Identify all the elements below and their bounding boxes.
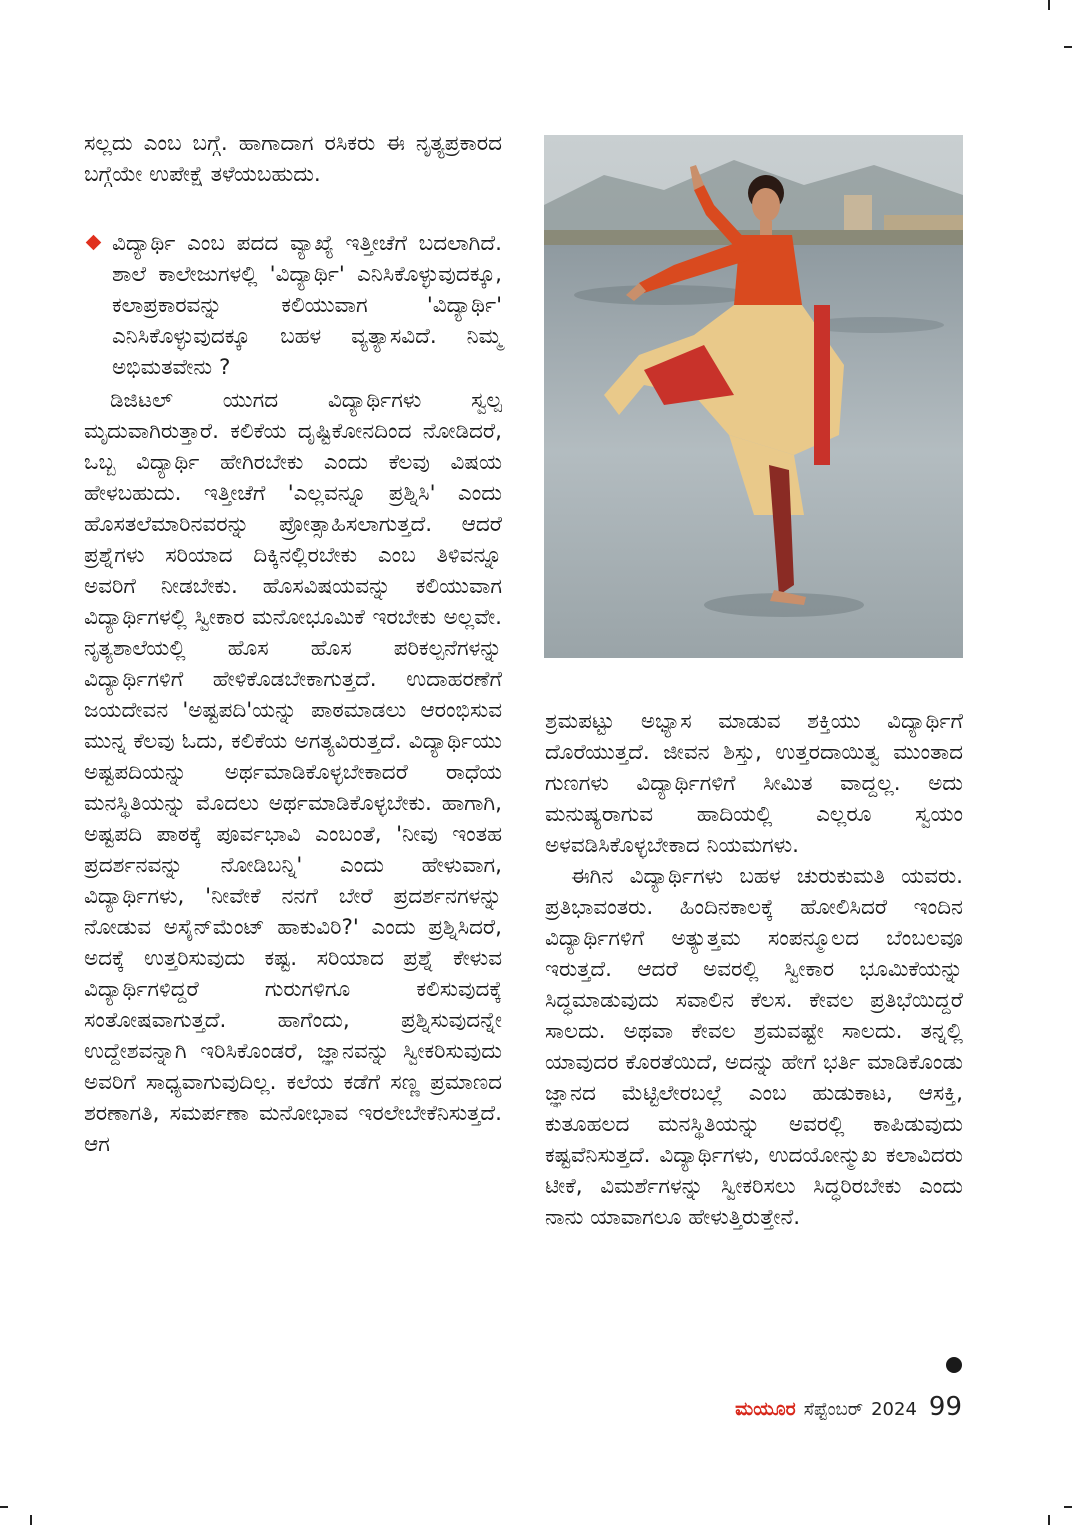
crop-mark — [0, 1506, 8, 1508]
article-column-right — [545, 706, 963, 1233]
paragraph: ಶ್ರಮಪಟ್ಟು ಅಭ್ಯಾಸ ಮಾಡುವ ಶಕ್ತಿಯು ವಿದ್ಯಾರ್ಥಿಗೆ ದೊರೆಯುತ್ತದೆ. ಜೀವನ ಶಿಸ್ತು, ಉತ್ತರದಾಯಿತ್ವ ಮುಂತಾದ ಗುಣಗಳು ವಿದ್ಯಾರ್ಥಿಗಳಿಗೆ ಸೀಮಿತ ವಾದ್ದಲ್ಲ. ಅದು ಮನುಷ್ಯರಾಗುವ ಹಾದಿಯಲ್ಲಿ ಎಲ್ಲರೂ ಸ್ವಯಂ ಅಳವಡಿಸಿಕೊಳ್ಳಬೇಕಾದ ನಿಯಮಗಳು. — [545, 709, 963, 858]
page-number: 99 — [928, 1392, 962, 1422]
paragraph: ಸಲ್ಲದು ಎಂಬ ಬಗ್ಗೆ. ಹಾಗಾದಾಗ ರಸಿಕರು ಈ ನೃತ್ಯಪ್ರಕಾರದ ಬಗ್ಗೆಯೇ ಉಪೇಕ್ಷೆ ತಳೆಯಬಹುದು. — [84, 131, 502, 187]
crop-mark — [1064, 46, 1072, 48]
answer-paragraph: ಡಿಜಿಟಲ್ ಯುಗದ ವಿದ್ಯಾರ್ಥಿಗಳು ಸ್ವಲ್ಪ ಮೃದುವಾಗಿರುತ್ತಾರೆ. ಕಲಿಕೆಯ ದೃಷ್ಟಿಕೋನದಿಂದ ನೋಡಿದರೆ, ಒಬ್ಬ ವಿದ್ಯಾರ್ಥಿ ಹೇಗಿರಬೇಕು ಎಂದು ಕೆಲವು ವಿಷಯ ಹೇಳಬಹುದು. ಇತ್ತೀಚೆಗೆ 'ಎಲ್ಲವನ್ನೂ ಪ್ರಶ್ನಿಸಿ' ಎಂದು ಹೊಸತಲೆಮಾರಿನವರನ್ನು ಪ್ರೋತ್ಸಾಹಿಸಲಾಗುತ್ತದೆ. ಆದರೆ ಪ್ರಶ್ನೆಗಳು ಸರಿಯಾದ ದಿಕ್ಕಿನಲ್ಲಿರಬೇಕು ಎಂಬ ತಿಳಿವನ್ನೂ ಅವರಿಗೆ ನೀಡಬೇಕು. ಹೊಸವಿಷಯವನ್ನು ಕಲಿಯುವಾಗ ವಿದ್ಯಾರ್ಥಿಗಳಲ್ಲಿ ಸ್ವೀಕಾರ ಮನೋಭೂಮಿಕೆ ಇರಬೇಕು ಅಲ್ಲವೇ. ನೃತ್ಯಶಾಲೆಯಲ್ಲಿ ಹೊಸ ಹೊಸ ಪರಿಕಲ್ಪನೆಗಳನ್ನು ವಿದ್ಯಾರ್ಥಿಗಳಿಗೆ ಹೇಳಿಕೊಡಬೇಕಾಗುತ್ತದೆ. ಉದಾಹರಣೆಗೆ ಜಯದೇವನ 'ಅಷ್ಟಪದಿ'ಯನ್ನು ಪಾಠಮಾಡಲು ಆರಂಭಿಸುವ ಮುನ್ನ ಕೆಲವು ಓದು, ಕಲಿಕೆಯ ಅಗತ್ಯವಿರುತ್ತದೆ. ವಿದ್ಯಾರ್ಥಿಯು ಅಷ್ಟಪದಿಯನ್ನು ಅರ್ಥಮಾಡಿಕೊಳ್ಳಬೇಕಾದರೆ ರಾಧೆಯ ಮನಸ್ಥಿತಿಯನ್ನು ಮೊದಲು ಅರ್ಥಮಾಡಿಕೊಳ್ಳಬೇಕು. ಹಾಗಾಗಿ, ಅಷ್ಟಪದಿ ಪಾಠಕ್ಕೆ ಪೂರ್ವಭಾವಿ ಎಂಬಂತೆ, 'ನೀವು ಇಂತಹ ಪ್ರದರ್ಶನವನ್ನು ನೋಡಿಬನ್ನಿ' ಎಂದು ಹೇಳುವಾಗ, ವಿದ್ಯಾರ್ಥಿಗಳು, 'ನೀವೇಕೆ ನನಗೆ ಬೇರೆ ಪ್ರದರ್ಶನಗಳನ್ನು ನೋಡುವ ಅಸೈನ್‌ಮೆಂಟ್ ಹಾಕುವಿರಿ?' ಎಂದು ಪ್ರಶ್ನಿಸಿದರೆ, ಅದಕ್ಕೆ ಉತ್ತರಿಸುವುದು ಕಷ್ಟ. ಸರಿಯಾದ ಪ್ರಶ್ನೆ ಕೇಳುವ ವಿದ್ಯಾರ್ಥಿಗಳಿದ್ದರೆ ಗುರುಗಳಿಗೂ ಕಲಿಸುವುದಕ್ಕೆ ಸಂತೋಷವಾಗುತ್ತದೆ. ಹಾಗೆಂದು, ಪ್ರಶ್ನಿಸುವುದನ್ನೇ ಉದ್ದೇಶವನ್ನಾಗಿ ಇರಿಸಿಕೊಂಡರೆ, ಜ್ಞಾನವನ್ನು ಸ್ವೀಕರಿಸುವುದು ಅವರಿಗೆ ಸಾಧ್ಯವಾಗುವುದಿಲ್ಲ. ಕಲೆಯ ಕಡೆಗೆ ಸಣ್ಣ ಪ್ರಮಾಣದ ಶರಣಾಗತಿ, ಸಮರ್ಪಣಾ ಮನೋಭಾವ ಇರಲೇಬೇಕೆನಿಸುತ್ತದೆ. ಆಗ — [84, 388, 502, 1157]
question-text: ವಿದ್ಯಾರ್ಥಿ ಎಂಬ ಪದದ ವ್ಯಾಖ್ಯೆ ಇತ್ತೀಚೆಗೆ ಬದಲಾಗಿದೆ. ಶಾಲೆ ಕಾಲೇಜುಗಳಲ್ಲಿ 'ವಿದ್ಯಾರ್ಥಿ' ಎನಿಸಿಕೊಳ್ಳುವುದಕ್ಕೂ, ಕಲಾಪ್ರಕಾರವನ್ನು ಕಲಿಯುವಾಗ 'ವಿದ್ಯಾರ್ಥಿ' ಎನಿಸಿಕೊಳ್ಳುವುದಕ್ಕೂ ಬಹಳ ವ್ಯತ್ಯಾಸವಿದೆ. ನಿಮ್ಮ ಅಭಿಮತವೇನು ? — [112, 231, 502, 380]
interview-question — [84, 228, 502, 383]
crop-mark — [1064, 1506, 1072, 1508]
article-column-left — [84, 128, 502, 1160]
paragraph: ಈಗಿನ ವಿದ್ಯಾರ್ಥಿಗಳು ಬಹಳ ಚುರುಕುಮತಿ ಯವರು. ಪ್ರತಿಭಾವಂತರು. ಹಿಂದಿನಕಾಲಕ್ಕೆ ಹೋಲಿಸಿದರೆ ಇಂದಿನ ವಿದ್ಯಾರ್ಥಿಗಳಿಗೆ ಅತ್ಯುತ್ತಮ ಸಂಪನ್ಮೂಲದ ಬೆಂಬಲವೂ ಇರುತ್ತದೆ. ಆದರೆ ಅವರಲ್ಲಿ ಸ್ವೀಕಾರ ಭೂಮಿಕೆಯನ್ನು ಸಿದ್ಧಮಾಡುವುದು ಸವಾಲಿನ ಕೆಲಸ. ಕೇವಲ ಪ್ರತಿಭೆಯಿದ್ದರೆ ಸಾಲದು. ಅಥವಾ ಕೇವಲ ಶ್ರಮವಷ್ಟೇ ಸಾಲದು. ತನ್ನಲ್ಲಿ ಯಾವುದರ ಕೊರತೆಯಿದೆ, ಅದನ್ನು ಹೇಗೆ ಭರ್ತಿ ಮಾಡಿಕೊಂಡು ಜ್ಞಾನದ ಮೆಟ್ಟಿಲೇರಬಲ್ಲೆ ಎಂಬ ಹುಡುಕಾಟ, ಆಸಕ್ತಿ, ಕುತೂಹಲದ ಮನಸ್ಥಿತಿಯನ್ನು ಅವರಲ್ಲಿ ಕಾಪಿಡುವುದು ಕಷ್ಟವೆನಿಸುತ್ತದೆ. ವಿದ್ಯಾರ್ಥಿಗಳು, ಉದಯೋನ್ಮುಖ ಕಲಾವಿದರು ಟೀಕೆ, ವಿಮರ್ಶೆಗಳನ್ನು ಸ್ವೀಕರಿಸಲು ಸಿದ್ಧರಿರಬೇಕು ಎಂದು ನಾನು ಯಾವಾಗಲೂ ಹೇಳುತ್ತಿರುತ್ತೇನೆ. — [545, 864, 963, 1230]
page-footer — [735, 1392, 962, 1426]
crop-mark — [1048, 1515, 1050, 1525]
issue-year: 2024 — [871, 1399, 917, 1420]
crop-mark — [30, 1515, 32, 1525]
diamond-bullet-icon — [86, 235, 102, 251]
crop-mark — [1048, 0, 1050, 10]
end-of-article-dot-icon — [946, 1357, 962, 1373]
dancer-photo — [544, 135, 963, 658]
magazine-logo: ಮಯೂರ — [735, 1398, 796, 1420]
issue-month: ಸೆಪ್ಟೆಂಬರ್ — [803, 1399, 864, 1420]
